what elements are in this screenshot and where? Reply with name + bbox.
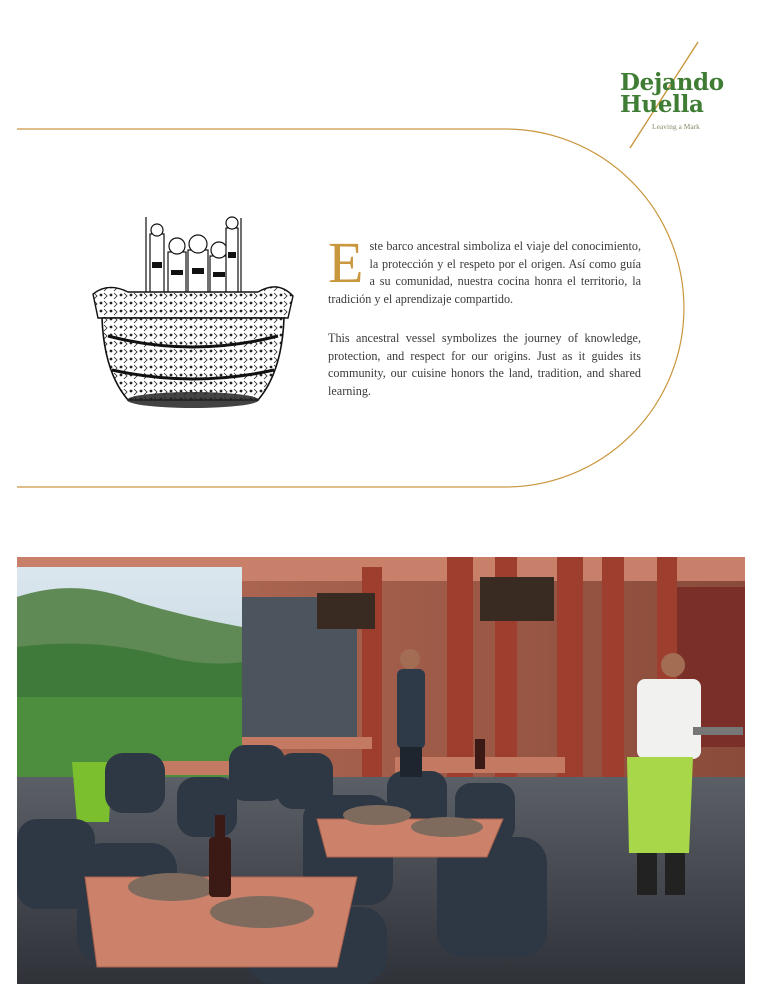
drop-cap: E — [328, 230, 364, 295]
intro-spanish-paragraph — [328, 230, 641, 308]
intro-english-paragraph: This ancestral vessel symbolizes the journey of knowledge, protection, and respect for our origins. Just as it guides its community, our cuisine honors the land, tradition, and shared learning. — [328, 331, 641, 398]
ancestral-vessel-illustration — [88, 212, 298, 412]
restaurant-dining-room-photo — [17, 557, 745, 984]
logo-subtitle: Leaving a Mark — [652, 122, 700, 131]
intro-spanish-text: ste barco ancestral simboliza el viaje del conocimiento, la protección y el respeto por el origen. Así como guía a su comunidad, nuestra cocina honra el territorio, la tradición y el aprendizaje compartido. — [328, 239, 641, 306]
logo-title-line2: Huella — [620, 91, 704, 118]
logo-title-line1: Dejando — [620, 69, 724, 96]
